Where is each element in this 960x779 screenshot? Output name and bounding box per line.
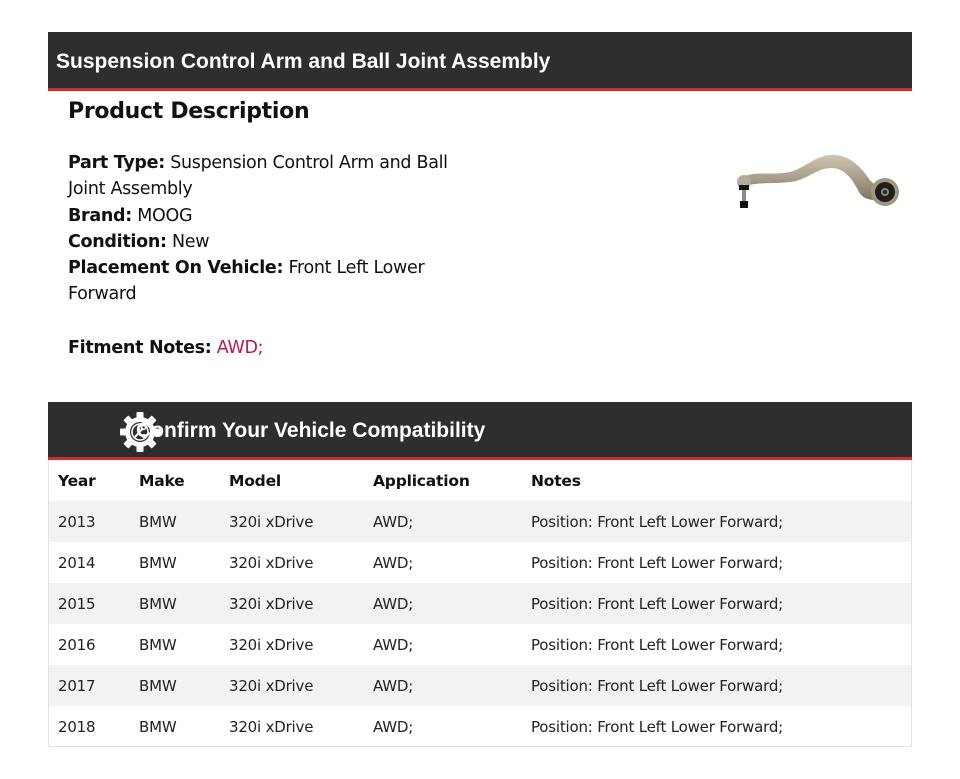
cell-year: 2013 — [49, 501, 130, 542]
description-fields — [68, 150, 468, 308]
field-value: Front Left Lower Forward — [68, 258, 425, 305]
field-label: Brand: — [68, 205, 132, 226]
table-row — [49, 624, 911, 665]
cell-model: 320i xDrive — [229, 635, 314, 654]
cell-application: AWD; — [364, 501, 522, 542]
compatibility-bar — [48, 402, 912, 460]
field-condition — [68, 229, 468, 255]
cell-year: 2018 — [58, 717, 96, 736]
cell-make: BMW — [139, 717, 177, 736]
cell-application: AWD; — [373, 717, 414, 736]
cell-application: AWD; — [364, 665, 522, 706]
cell-notes: Position: Front Left Lower Forward; — [531, 717, 783, 736]
cell-model: 320i xDrive — [220, 583, 364, 624]
cell-year: 2015 — [49, 583, 130, 624]
cell-year: 2014 — [58, 553, 96, 572]
fitment-label: Fitment Notes: — [68, 337, 212, 358]
column-notes: Notes — [531, 471, 581, 490]
cell-notes: Position: Front Left Lower Forward; — [522, 665, 911, 706]
product-description — [68, 96, 468, 361]
cell-model: 320i xDrive — [229, 553, 314, 572]
cell-notes: Position: Front Left Lower Forward; — [522, 501, 911, 542]
field-brand — [68, 203, 468, 229]
field-value: New — [171, 231, 210, 252]
cell-make: BMW — [139, 553, 177, 572]
cell-model: 320i xDrive — [229, 717, 314, 736]
product-title-bar — [48, 32, 912, 91]
cell-model: 320i xDrive — [220, 501, 364, 542]
cell-notes: Position: Front Left Lower Forward; — [531, 553, 783, 572]
cell-notes: Position: Front Left Lower Forward; — [522, 583, 911, 624]
description-heading: Product Description — [68, 99, 310, 124]
cell-make: BMW — [130, 665, 220, 706]
cell-application: AWD; — [373, 635, 414, 654]
field-label: Condition: — [68, 231, 167, 252]
table-row — [49, 542, 911, 583]
field-part-type — [68, 150, 468, 203]
field-placement — [68, 255, 468, 308]
compatibility-table — [48, 460, 912, 747]
column-make: Make — [139, 471, 185, 490]
field-label: Placement On Vehicle: — [68, 258, 284, 279]
field-value: MOOG — [137, 205, 193, 226]
field-value: Suspension Control Arm and Ball Joint Assembly — [68, 153, 448, 200]
table-header-row — [49, 460, 911, 501]
fitment-value: AWD; — [216, 337, 264, 358]
cell-make: BMW — [130, 501, 220, 542]
product-image — [735, 152, 901, 212]
cell-make: BMW — [130, 583, 220, 624]
fitment-notes — [68, 335, 468, 361]
cell-application: AWD; — [364, 583, 522, 624]
table-row — [49, 583, 911, 624]
compatibility-title: Confirm Your Vehicle Compatibility — [136, 419, 486, 442]
column-year: Year — [58, 471, 96, 490]
cell-notes: Position: Front Left Lower Forward; — [531, 635, 783, 654]
cell-year: 2017 — [49, 665, 130, 706]
column-model: Model — [229, 471, 281, 490]
cell-make: BMW — [139, 635, 177, 654]
table-row — [49, 706, 911, 747]
product-title: Suspension Control Arm and Ball Joint Assembly — [56, 50, 551, 73]
cell-application: AWD; — [373, 553, 414, 572]
table-row — [49, 665, 911, 706]
field-label: Part Type: — [68, 153, 165, 173]
cell-year: 2016 — [58, 635, 96, 654]
column-application: Application — [373, 471, 470, 490]
table-row — [49, 501, 911, 542]
cell-model: 320i xDrive — [220, 665, 364, 706]
